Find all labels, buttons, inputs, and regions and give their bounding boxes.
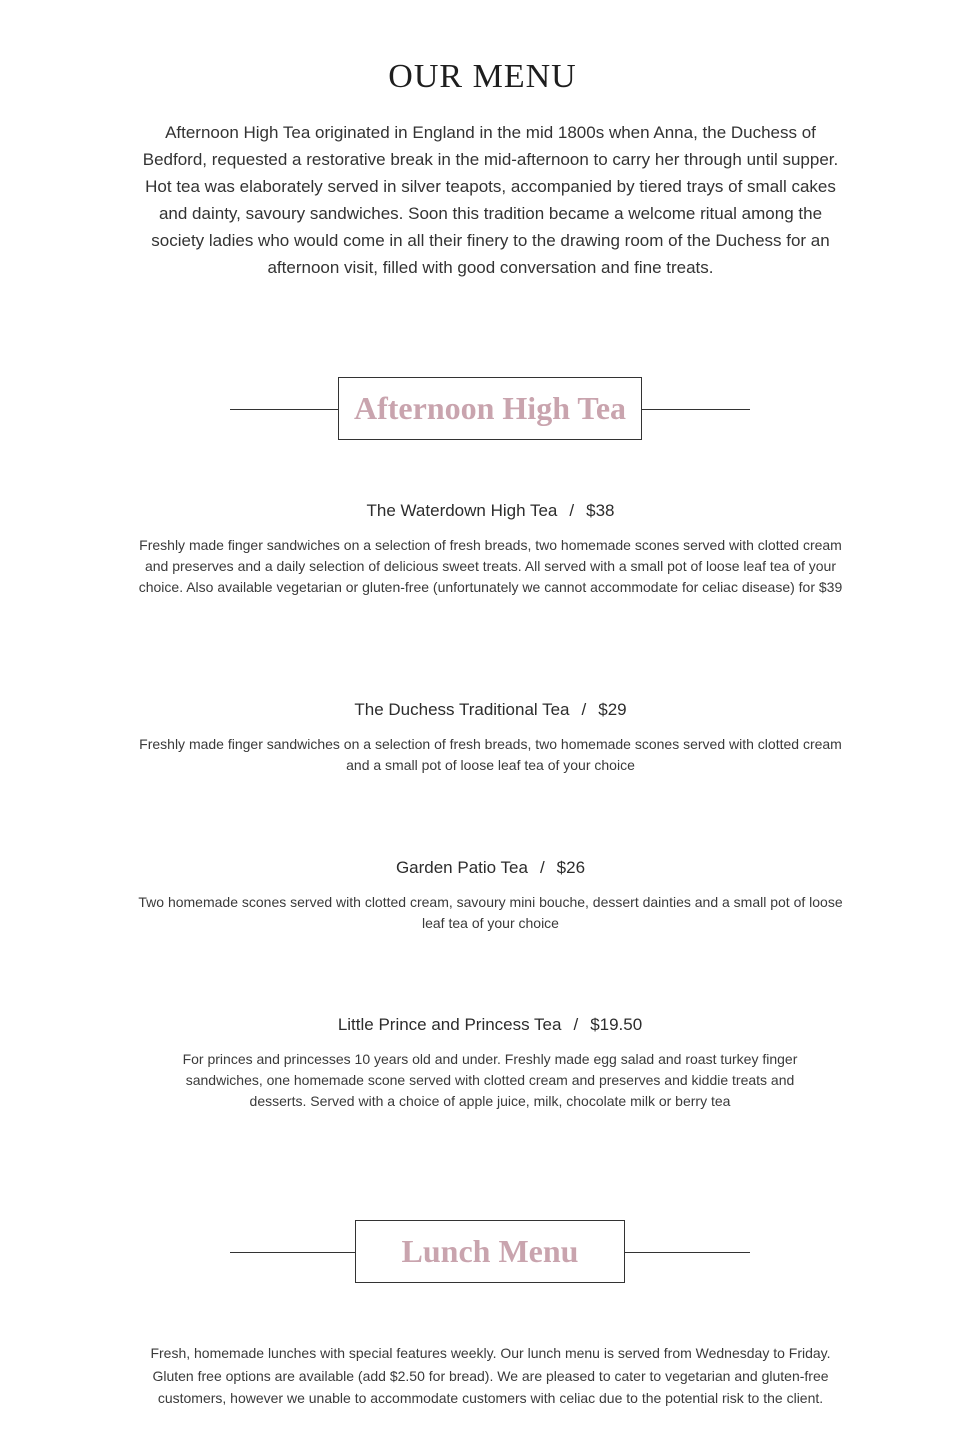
menu-item-title [160,1013,820,1037]
price-separator: / [581,700,587,719]
menu-item-name: The Waterdown High Tea [366,501,558,520]
menu-item [160,1013,820,1112]
menu-item-title [138,856,843,880]
menu-item-title [138,698,843,722]
menu-item-price: $19.50 [590,1015,643,1034]
menu-item-description: Two homemade scones served with clotted cream, savoury mini bouche, dessert dainties and a small pot of loose leaf tea of your choice [138,894,843,931]
menu-item-title [138,499,843,523]
menu-item-price: $29 [598,700,627,719]
menu-item-price: $38 [586,501,615,520]
section-heading: Lunch Menu [355,1220,625,1283]
intro-paragraph: Afternoon High Tea originated in England in the mid 1800s when Anna, the Duchess of Bedford, requested a restorative break in the mid-afternoon to carry her through until supper. Hot tea was elaborately served in silver teapots, accompanied by tiered trays of small cakes and dainty, savoury sandwiches. Soon this tradition became a welcome ritual among the society ladies who would come in all their finery to the drawing room of the Duchess for an afternoon visit, filled with good conversation and fine treats. [142,123,839,277]
menu-item-name: Garden Patio Tea [395,858,528,877]
section-header-lunch-menu [230,1220,750,1286]
price-separator: / [573,1015,579,1034]
menu-item-description: Freshly made finger sandwiches on a selection of fresh breads, two homemade scones served with clotted cream and a small pot of loose leaf tea of your choice [139,736,842,773]
price-separator: / [569,501,575,520]
menu-item [138,499,843,598]
menu-item [138,698,843,776]
section-header-afternoon-high-tea [230,377,750,443]
menu-item-name: The Duchess Traditional Tea [354,700,570,719]
menu-item-price: $26 [556,858,586,877]
price-separator: / [539,858,545,877]
section-heading: Afternoon High Tea [338,377,642,440]
page-title: OUR MENU [388,58,577,95]
menu-item-name: Little Prince and Princess Tea [337,1015,562,1034]
lunch-description: Fresh, homemade lunches with special features weekly. Our lunch menu is served from Wednesday to Friday. Gluten free options are available (add $2.50 for bread). We are pleased to cater to vegetarian and gluten-free customers, however we unable to accommodate customers with celiac due to the potential risk to the client. [150,1345,831,1406]
menu-item [138,856,843,934]
menu-item-description: Freshly made finger sandwiches on a selection of fresh breads, two homemade scones served with clotted cream and preserves and a daily selection of delicious sweet treats. All served with a small pot of loose leaf tea of your choice. Also available vegetarian or gluten-free (unfortunately we cannot accommodate for celiac disease) for $39 [138,537,843,595]
menu-item-description: For princes and princesses 10 years old and under. Freshly made egg salad and roast turkey finger sandwiches, one homemade scone served with clotted cream and preserves and kiddie treats and desserts. Served with a choice of apple juice, milk, chocolate milk or berry tea [182,1051,798,1109]
